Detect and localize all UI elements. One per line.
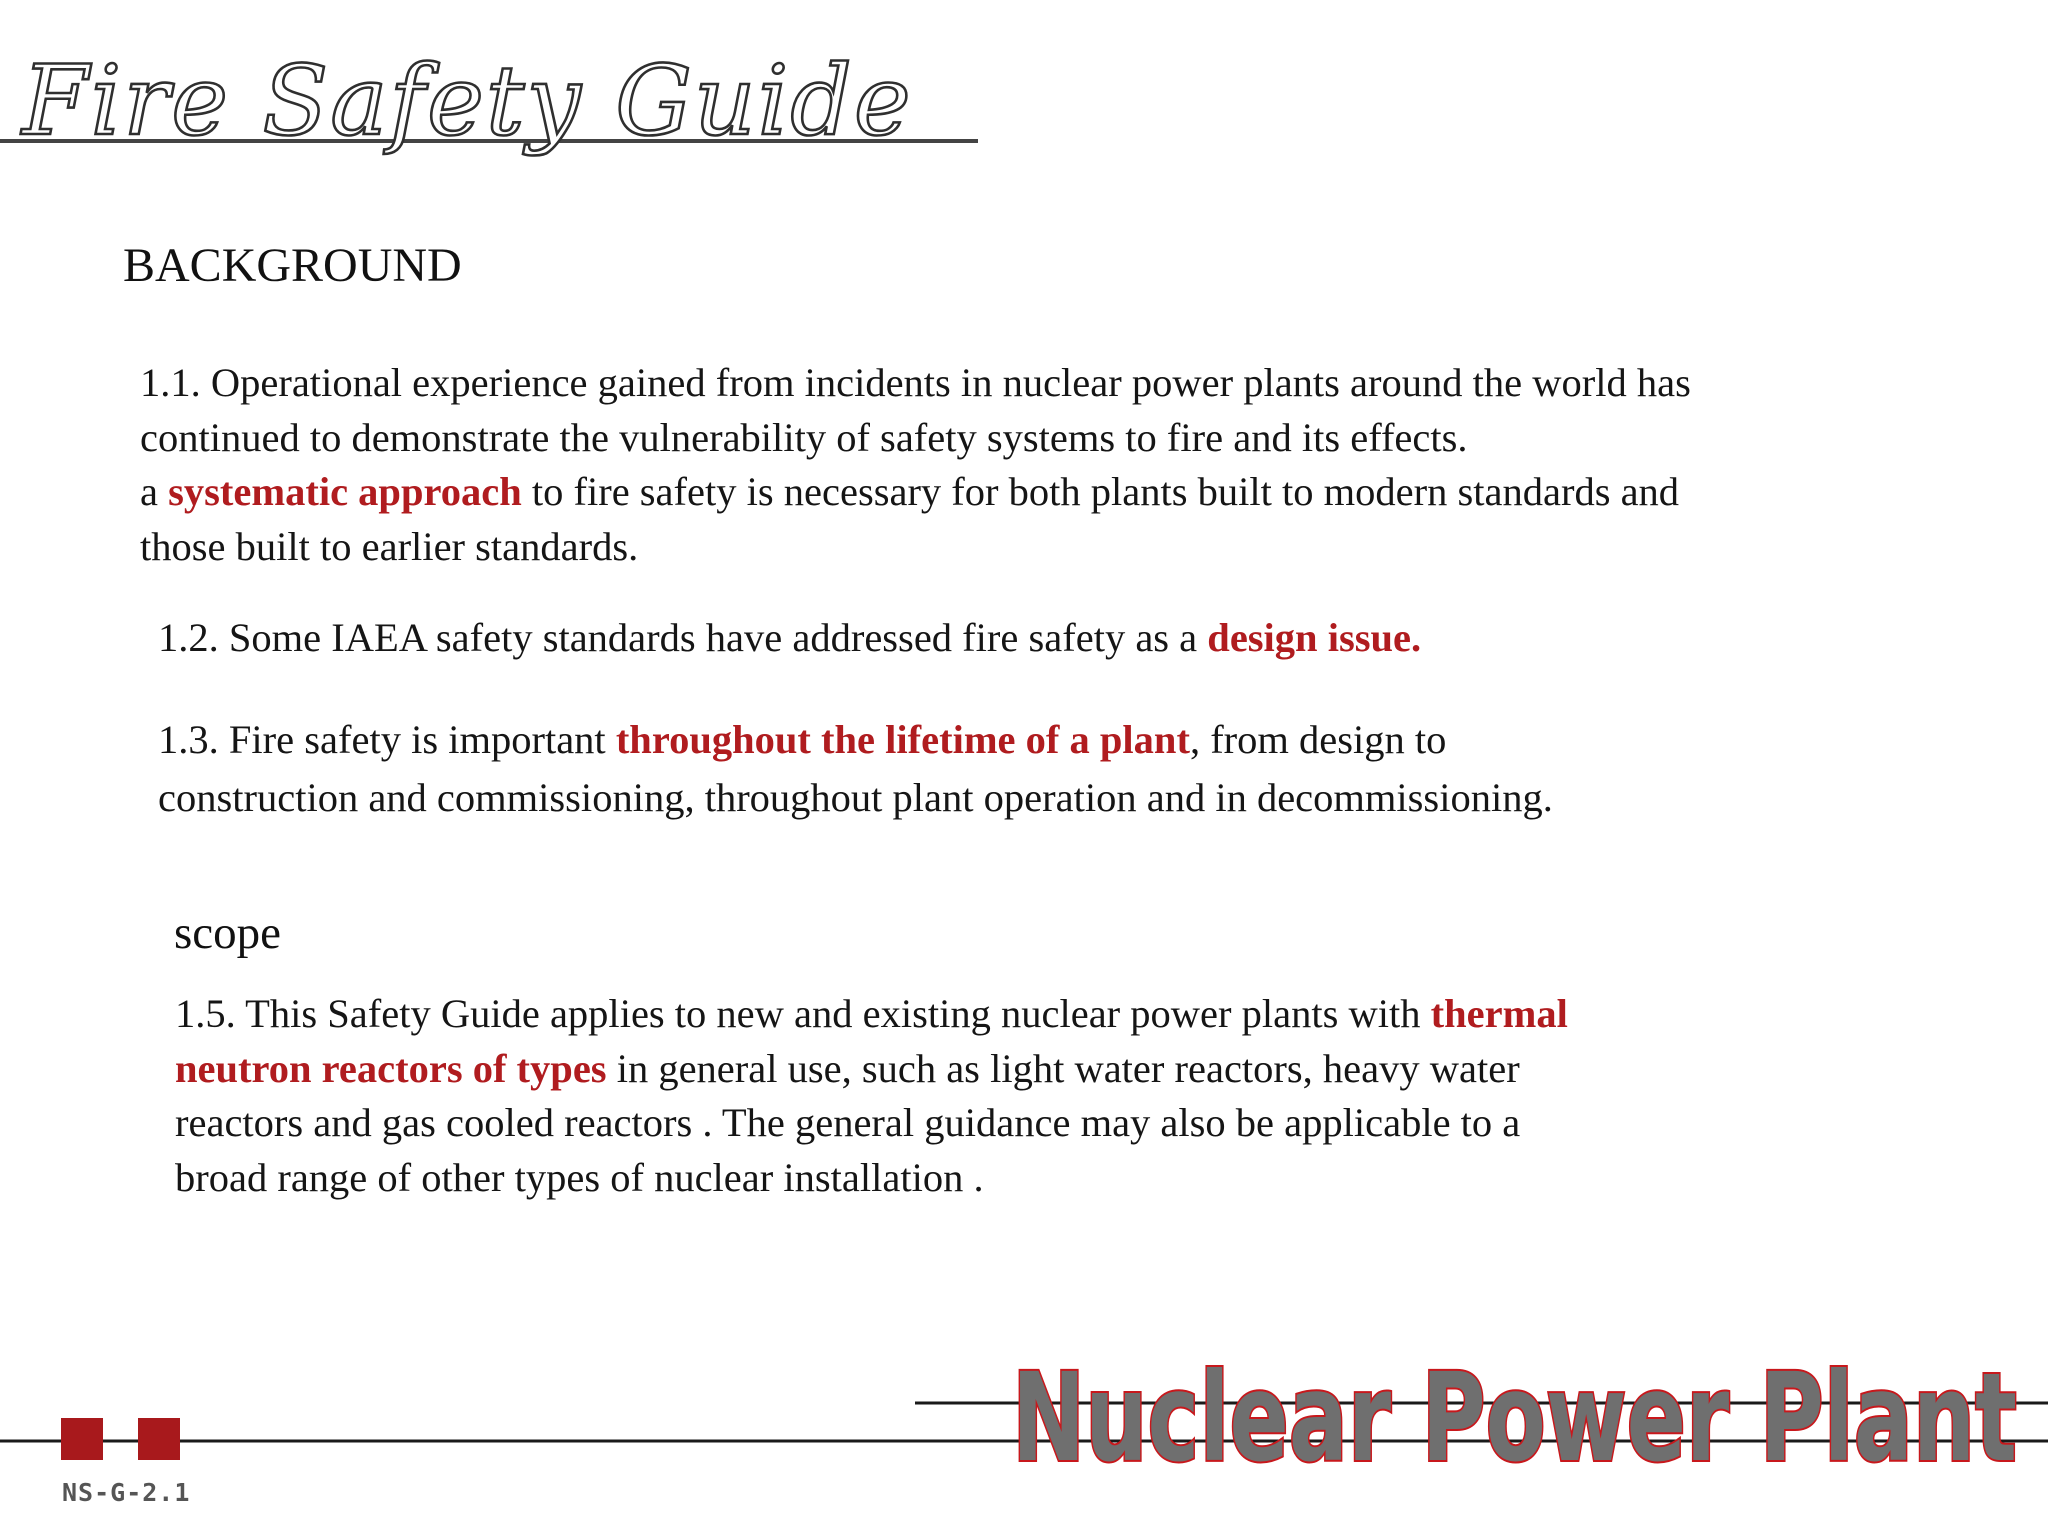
highlight-systematic-approach: systematic approach <box>168 469 522 514</box>
paragraph-1-3-line-1-suffix: , from design to <box>1189 717 1447 762</box>
fire-safety-guide-logo <box>0 22 990 192</box>
paragraph-1-2-text: 1.2. Some IAEA safety standards have addressed fire safety as a <box>158 615 1208 660</box>
paragraph-1-3-line-1 <box>158 711 1553 769</box>
paragraph-1-5 <box>175 987 1568 1205</box>
brand-square-left <box>61 1418 103 1460</box>
paragraph-1-1-line-3-prefix: a <box>140 469 169 514</box>
paragraph-1-5-line-2-suffix: in general use, such as light water reactors, heavy water <box>606 1045 1520 1091</box>
paragraph-1-5-line-3: reactors and gas cooled reactors . The general guidance may also be applicable to a <box>175 1100 1521 1145</box>
paragraph-1-2-line-1 <box>158 611 1421 666</box>
paragraph-1-5-line-4: broad range of other types of nuclear installation . <box>175 1154 984 1200</box>
brand-square-right <box>138 1418 180 1460</box>
paragraph-1-1-line-3-suffix: to fire safety is necessary for both plants built to modern standards and <box>521 469 1680 514</box>
nuclear-power-plant-logo-text: Nuclear Power Plant <box>1012 1347 2017 1489</box>
paragraph-1-1-line-4: those built to earlier standards. <box>140 523 639 569</box>
paragraph-1-1-line-1: 1.1. Operational experience gained from incidents in nuclear power plants around the world has <box>140 360 1691 405</box>
paragraph-1-3-line-2: construction and commissioning, throughout plant operation and in decommissioning. <box>158 775 1553 820</box>
background-heading: BACKGROUND <box>123 239 462 292</box>
highlight-thermal: thermal <box>1430 991 1568 1036</box>
paragraph-1-5-line-2 <box>175 1042 1568 1097</box>
footer-banner <box>0 1330 2048 1536</box>
document-code: NS-G-2.1 <box>62 1478 191 1507</box>
paragraph-1-5-line-1-prefix: 1.5. This Safety Guide applies to new and existing nuclear power plants with <box>175 991 1431 1036</box>
paragraph-1-1 <box>140 356 1691 574</box>
paragraph-1-5-line-1 <box>175 987 1568 1042</box>
scope-heading: scope <box>174 907 282 959</box>
paragraph-1-2 <box>158 611 1421 666</box>
paragraph-1-1-line-2: continued to demonstrate the vulnerability of safety systems to fire and its effects. <box>140 414 1468 460</box>
highlight-design-issue: design issue. <box>1207 615 1422 660</box>
paragraph-1-3 <box>158 711 1553 827</box>
paragraph-1-1-line-3 <box>140 465 1691 520</box>
highlight-neutron-reactors: neutron reactors of types <box>175 1045 607 1091</box>
paragraph-1-3-line-1-prefix: 1.3. Fire safety is important <box>158 717 616 762</box>
highlight-lifetime-of-plant: throughout the lifetime of a plant <box>615 717 1190 762</box>
header-logo-text: Fire Safety Guide <box>22 45 913 157</box>
